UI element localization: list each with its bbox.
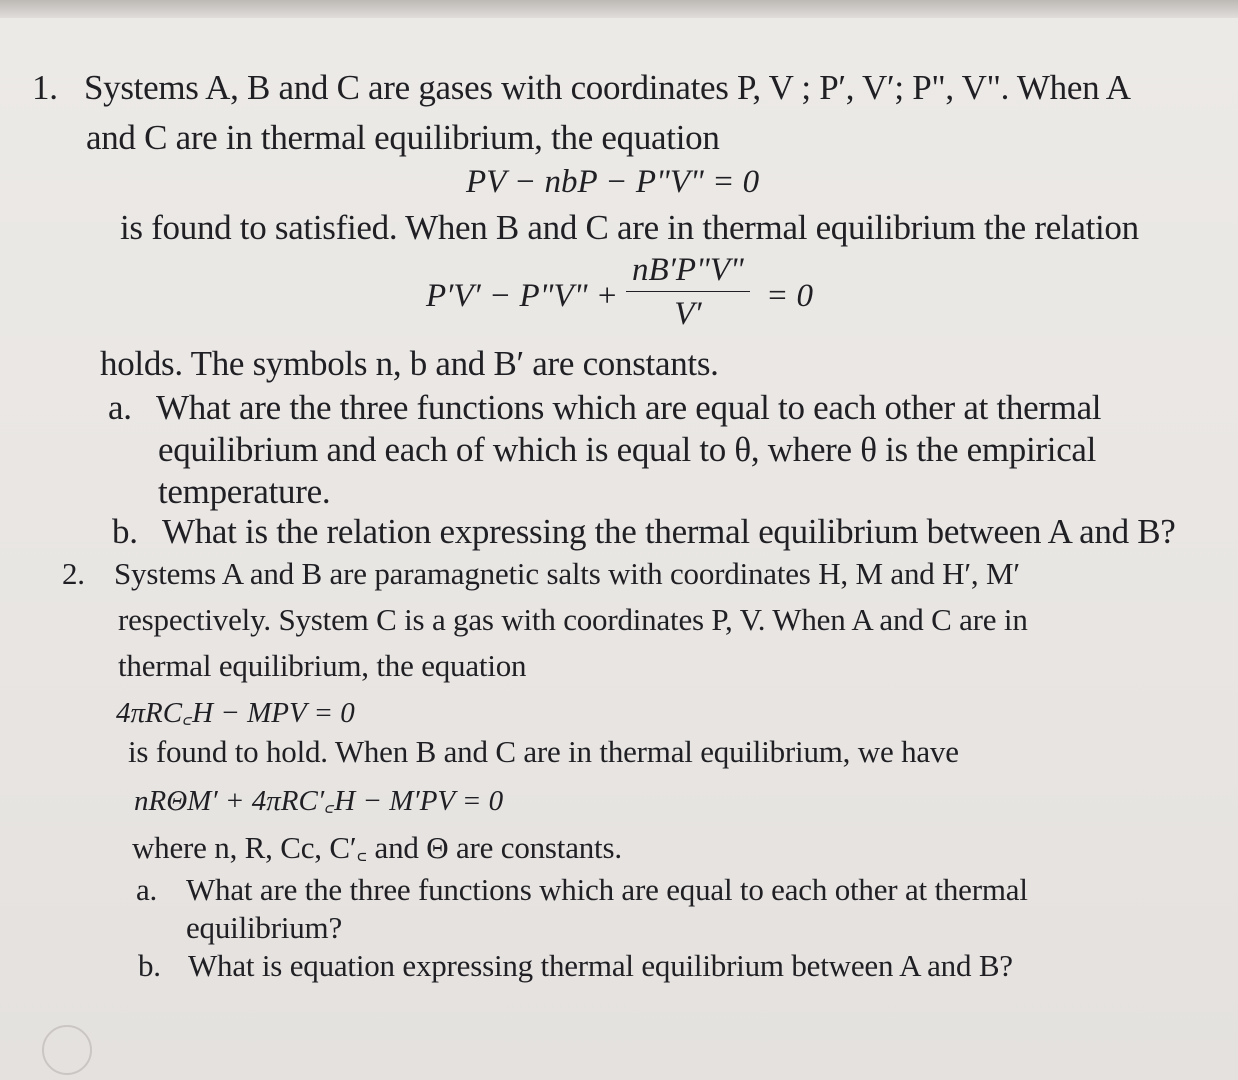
q2-line-1: Systems A and B are paramagnetic salts with coordinates H, M and H′, M′ [114, 556, 1020, 591]
q1-equation-2-left: P′V′ − P"V" + [426, 278, 619, 314]
paper-smudge [42, 1025, 92, 1075]
q1-b-line-1: What is the relation expressing the thermal equilibrium between A and B? [162, 512, 1176, 551]
q1-equation-2-fraction [626, 252, 750, 333]
q2-equation-1: 4πRC꜀H − MPV = 0 [116, 697, 355, 729]
q1-line-2: and C are in thermal equilibrium, the equation [86, 118, 720, 157]
fraction-numerator: nB′P"V" [626, 252, 750, 292]
q1-b-label: b. [112, 512, 138, 551]
q1-a-line-3: temperature. [158, 472, 331, 511]
fraction-denominator: V′ [674, 296, 702, 332]
q1-equation-2-right: = 0 [766, 278, 814, 314]
q2-b-label: b. [138, 948, 161, 983]
q2-line-3: thermal equilibrium, the equation [118, 648, 527, 683]
q2-number: 2. [62, 556, 85, 591]
q1-a-line-1: What are the three functions which are equal to each other at thermal [156, 388, 1102, 427]
q2-a-line-2: equilibrium? [186, 910, 343, 945]
q1-a-line-2: equilibrium and each of which is equal to θ, where θ is the empirical [158, 430, 1097, 469]
q1-line-1: Systems A, B and C are gases with coordinates P, V ; P′, V′; P", V". When A [84, 68, 1131, 107]
q2-equation-2: nRΘM′ + 4πRC′꜀H − M′PV = 0 [134, 785, 504, 817]
q1-line-4: holds. The symbols n, b and B′ are constants. [100, 344, 719, 383]
q2-line-5: where n, R, Cc, C′꜀ and Θ are constants. [132, 830, 622, 865]
q1-equation-1: PV − nbP − P"V" = 0 [466, 164, 760, 200]
q2-line-4: is found to hold. When B and C are in thermal equilibrium, we have [128, 734, 959, 769]
top-edge [0, 0, 1238, 18]
q1-line-3: is found to satisfied. When B and C are in thermal equilibrium the relation [120, 208, 1139, 247]
q1-number: 1. [32, 68, 58, 107]
q1-a-label: a. [108, 388, 132, 427]
q2-a-label: a. [136, 872, 158, 907]
q2-line-2: respectively. System C is a gas with coordinates P, V. When A and C are in [118, 602, 1028, 637]
q2-b-line-1: What is equation expressing thermal equilibrium between A and B? [188, 948, 1013, 983]
q2-a-line-1: What are the three functions which are equal to each other at thermal [186, 872, 1028, 907]
